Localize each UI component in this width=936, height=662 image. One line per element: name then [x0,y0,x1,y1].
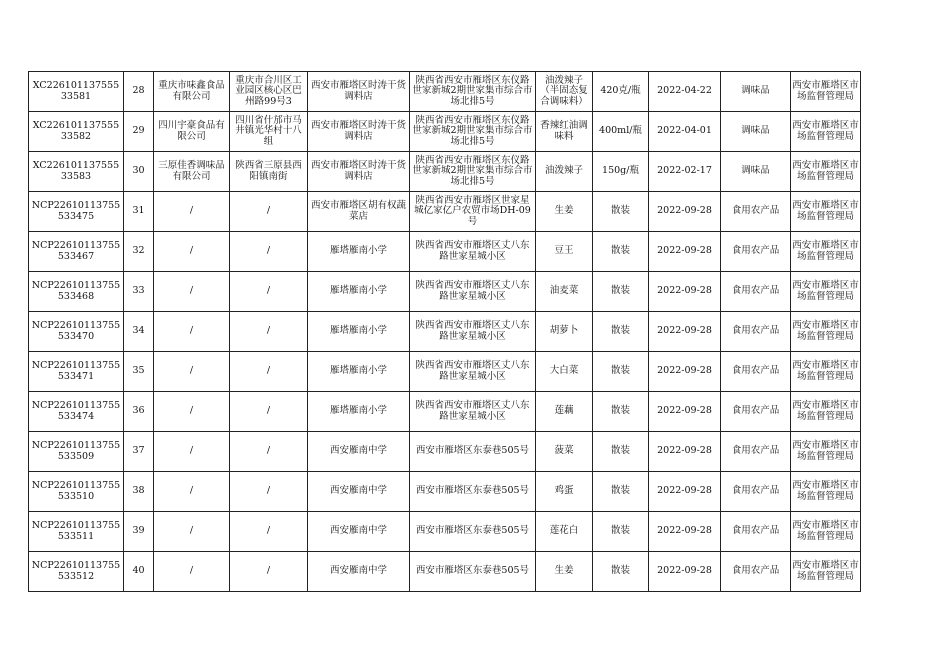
specification-cell: 散装 [593,392,649,432]
food-category-cell: 食用农产品 [721,192,791,232]
specification-cell: 散装 [593,552,649,592]
row-number-cell: 36 [124,392,154,432]
row-number-cell: 33 [124,272,154,312]
table-row [29,512,861,552]
specification-cell: 散装 [593,352,649,392]
row-number-cell: 40 [124,552,154,592]
manufacturer-cell: 四川宇豪食品有限公司 [154,112,230,152]
seller-cell: 西安雁南中学 [308,552,410,592]
agency-cell: 西安市雁塔区市场监督管理局 [791,472,861,512]
manufacturer-address-cell: / [230,552,308,592]
sample-code-cell: XC22610113755533581 [29,72,124,112]
manufacturer-cell: / [154,432,230,472]
manufacturer-address-cell: / [230,472,308,512]
production-date-cell: 2022-09-28 [649,512,721,552]
specification-cell: 420克/瓶 [593,72,649,112]
specification-cell: 散装 [593,512,649,552]
manufacturer-address-cell: / [230,312,308,352]
product-name-cell: 油麦菜 [536,272,593,312]
row-number-cell: 39 [124,512,154,552]
product-name-cell: 豆王 [536,232,593,272]
sample-code-cell: XC22610113755533582 [29,112,124,152]
seller-cell: 西安雁南中学 [308,432,410,472]
production-date-cell: 2022-09-28 [649,392,721,432]
agency-cell: 西安市雁塔区市场监督管理局 [791,432,861,472]
seller-address-cell: 陕西省西安市雁塔区东仪路世家新城2期世家集市综合市场北排5号 [410,152,536,192]
agency-cell: 西安市雁塔区市场监督管理局 [791,352,861,392]
product-name-cell: 油泼辣子（半固态复合调味料） [536,72,593,112]
production-date-cell: 2022-09-28 [649,552,721,592]
row-number-cell: 28 [124,72,154,112]
row-number-cell: 35 [124,352,154,392]
specification-cell: 散装 [593,432,649,472]
row-number-cell: 34 [124,312,154,352]
manufacturer-cell: 重庆市味鑫食品有限公司 [154,72,230,112]
food-category-cell: 食用农产品 [721,472,791,512]
sample-code-cell: NCP22610113755533509 [29,432,124,472]
seller-cell: 雁塔雁南小学 [308,392,410,432]
manufacturer-address-cell: / [230,192,308,232]
table-row [29,432,861,472]
food-category-cell: 食用农产品 [721,432,791,472]
sample-code-cell: NCP22610113755533511 [29,512,124,552]
table-row [29,552,861,592]
seller-address-cell: 陕西省西安市雁塔区丈八东路世家星城小区 [410,352,536,392]
product-name-cell: 香辣红油调味料 [536,112,593,152]
production-date-cell: 2022-09-28 [649,192,721,232]
seller-cell: 西安雁南中学 [308,472,410,512]
seller-address-cell: 陕西省西安市雁塔区丈八东路世家星城小区 [410,312,536,352]
table-row [29,72,861,112]
table-row [29,152,861,192]
table-row [29,472,861,512]
seller-address-cell: 陕西省西安市雁塔区丈八东路世家星城小区 [410,392,536,432]
product-name-cell: 油泼辣子 [536,152,593,192]
sample-code-cell: NCP22610113755533475 [29,192,124,232]
row-number-cell: 32 [124,232,154,272]
table-row [29,312,861,352]
manufacturer-cell: / [154,312,230,352]
seller-cell: 雁塔雁南小学 [308,272,410,312]
seller-address-cell: 陕西省西安市雁塔区东仪路世家新城2期世家集市综合市场北排5号 [410,72,536,112]
seller-cell: 西安市雁塔区时涛干货调料店 [308,72,410,112]
product-name-cell: 大白菜 [536,352,593,392]
product-name-cell: 胡萝卜 [536,312,593,352]
sample-code-cell: NCP22610113755533468 [29,272,124,312]
table-row [29,392,861,432]
food-category-cell: 调味品 [721,112,791,152]
production-date-cell: 2022-09-28 [649,312,721,352]
row-number-cell: 38 [124,472,154,512]
product-name-cell: 生姜 [536,192,593,232]
sample-code-cell: NCP22610113755533467 [29,232,124,272]
manufacturer-address-cell: / [230,352,308,392]
seller-address-cell: 陕西省西安市雁塔区东仪路世家新城2期世家集市综合市场北排5号 [410,112,536,152]
production-date-cell: 2022-04-22 [649,72,721,112]
food-category-cell: 食用农产品 [721,272,791,312]
agency-cell: 西安市雁塔区市场监督管理局 [791,232,861,272]
seller-cell: 西安市雁塔区胡有权蔬菜店 [308,192,410,232]
manufacturer-cell: / [154,472,230,512]
sample-code-cell: NCP22610113755533474 [29,392,124,432]
row-number-cell: 30 [124,152,154,192]
specification-cell: 400ml/瓶 [593,112,649,152]
agency-cell: 西安市雁塔区市场监督管理局 [791,72,861,112]
manufacturer-address-cell: 四川省什邡市马井镇光华村十八组 [230,112,308,152]
production-date-cell: 2022-09-28 [649,432,721,472]
food-category-cell: 食用农产品 [721,312,791,352]
production-date-cell: 2022-02-17 [649,152,721,192]
manufacturer-address-cell: / [230,272,308,312]
seller-address-cell: 西安市雁塔区东泰巷505号 [410,512,536,552]
table-row [29,352,861,392]
food-category-cell: 食用农产品 [721,232,791,272]
food-category-cell: 调味品 [721,152,791,192]
sample-code-cell: NCP22610113755533470 [29,312,124,352]
specification-cell: 150g/瓶 [593,152,649,192]
inspection-table [28,71,861,592]
food-category-cell: 食用农产品 [721,352,791,392]
agency-cell: 西安市雁塔区市场监督管理局 [791,112,861,152]
production-date-cell: 2022-09-28 [649,272,721,312]
agency-cell: 西安市雁塔区市场监督管理局 [791,552,861,592]
product-name-cell: 生姜 [536,552,593,592]
manufacturer-cell: / [154,232,230,272]
seller-address-cell: 陕西省西安市雁塔区丈八东路世家星城小区 [410,272,536,312]
agency-cell: 西安市雁塔区市场监督管理局 [791,512,861,552]
sample-code-cell: NCP22610113755533471 [29,352,124,392]
specification-cell: 散装 [593,232,649,272]
row-number-cell: 29 [124,112,154,152]
manufacturer-cell: / [154,352,230,392]
seller-cell: 西安市雁塔区时涛干货调料店 [308,152,410,192]
manufacturer-address-cell: / [230,232,308,272]
specification-cell: 散装 [593,272,649,312]
manufacturer-cell: / [154,392,230,432]
manufacturer-cell: / [154,552,230,592]
specification-cell: 散装 [593,192,649,232]
manufacturer-address-cell: 重庆市合川区工业园区核心区巴州路99号3 [230,72,308,112]
food-category-cell: 调味品 [721,72,791,112]
seller-cell: 雁塔雁南小学 [308,352,410,392]
food-category-cell: 食用农产品 [721,512,791,552]
manufacturer-address-cell: / [230,432,308,472]
production-date-cell: 2022-09-28 [649,352,721,392]
seller-cell: 雁塔雁南小学 [308,232,410,272]
row-number-cell: 31 [124,192,154,232]
product-name-cell: 鸡蛋 [536,472,593,512]
sample-code-cell: NCP22610113755533510 [29,472,124,512]
production-date-cell: 2022-04-01 [649,112,721,152]
manufacturer-address-cell: / [230,392,308,432]
agency-cell: 西安市雁塔区市场监督管理局 [791,312,861,352]
manufacturer-address-cell: 陕西省三原县西阳镇南街 [230,152,308,192]
manufacturer-address-cell: / [230,512,308,552]
agency-cell: 西安市雁塔区市场监督管理局 [791,272,861,312]
seller-address-cell: 陕西省西安市雁塔区丈八东路世家星城小区 [410,232,536,272]
sample-code-cell: XC22610113755533583 [29,152,124,192]
manufacturer-cell: 三原佳香调味品有限公司 [154,152,230,192]
specification-cell: 散装 [593,472,649,512]
manufacturer-cell: / [154,512,230,552]
seller-cell: 西安市雁塔区时涛干货调料店 [308,112,410,152]
product-name-cell: 菠菜 [536,432,593,472]
agency-cell: 西安市雁塔区市场监督管理局 [791,192,861,232]
manufacturer-cell: / [154,272,230,312]
seller-address-cell: 西安市雁塔区东泰巷505号 [410,472,536,512]
sample-code-cell: NCP22610113755533512 [29,552,124,592]
manufacturer-cell: / [154,192,230,232]
table-row [29,232,861,272]
table-row [29,272,861,312]
seller-address-cell: 西安市雁塔区东泰巷505号 [410,432,536,472]
food-category-cell: 食用农产品 [721,552,791,592]
table-body [29,72,861,592]
agency-cell: 西安市雁塔区市场监督管理局 [791,392,861,432]
seller-address-cell: 陕西省西安市雁塔区世家星城亿家亿户农贸市场DH-09号 [410,192,536,232]
table-row [29,112,861,152]
agency-cell: 西安市雁塔区市场监督管理局 [791,152,861,192]
row-number-cell: 37 [124,432,154,472]
product-name-cell: 莲藕 [536,392,593,432]
seller-cell: 雁塔雁南小学 [308,312,410,352]
seller-cell: 西安雁南中学 [308,512,410,552]
specification-cell: 散装 [593,312,649,352]
product-name-cell: 莲花白 [536,512,593,552]
production-date-cell: 2022-09-28 [649,472,721,512]
production-date-cell: 2022-09-28 [649,232,721,272]
table-row [29,192,861,232]
seller-address-cell: 西安市雁塔区东泰巷505号 [410,552,536,592]
food-category-cell: 食用农产品 [721,392,791,432]
